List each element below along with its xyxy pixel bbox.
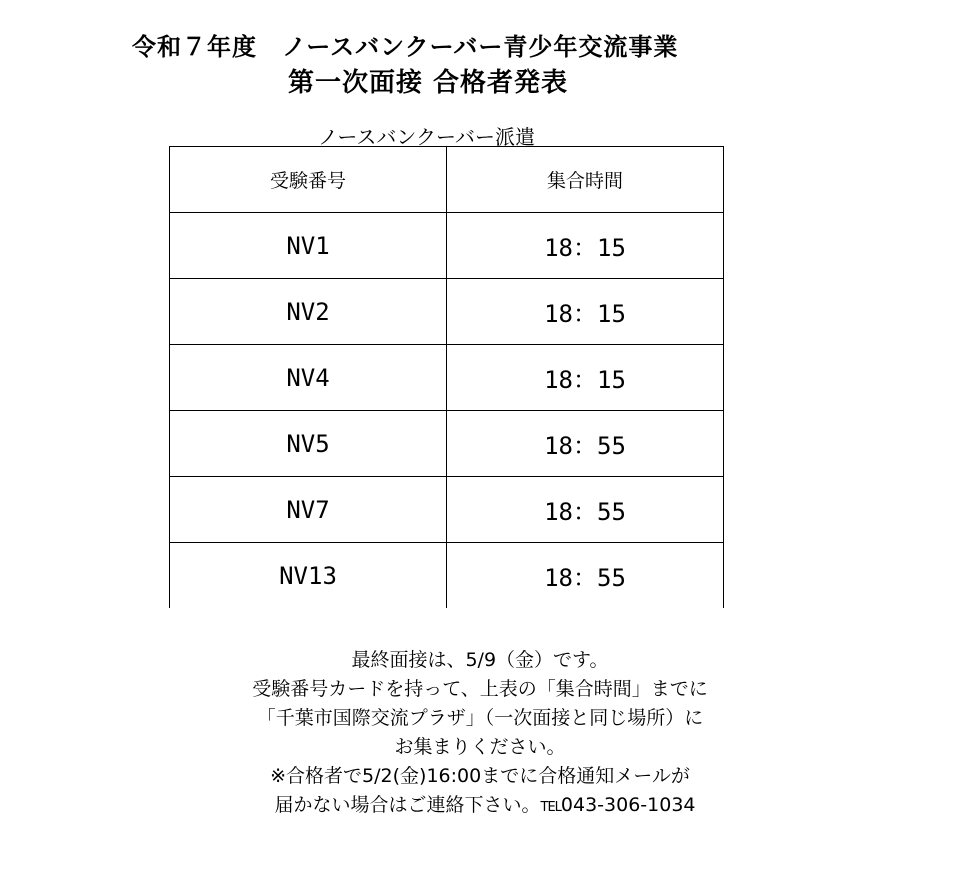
table-row — [170, 411, 724, 477]
table-row — [170, 477, 724, 543]
meeting-time-cell: 18：15 — [447, 213, 724, 279]
instruction-line: お集まりください。 — [394, 736, 566, 758]
page-subtitle: 第一次面接 合格者発表 — [288, 68, 569, 98]
notice-line: ※合格者で5/2(金)16:00までに合格通知メールが — [270, 765, 690, 787]
meeting-time-cell: 18：55 — [447, 411, 724, 477]
table-caption: ノースバンクーバー派遣 — [318, 125, 535, 149]
table-row — [170, 543, 724, 609]
exam-number-cell: NV4 — [170, 345, 447, 411]
table-row — [170, 345, 724, 411]
contact-text: 届かない場合はご連絡下さい。 — [274, 794, 541, 816]
column-header-meeting-time: 集合時間 — [447, 147, 724, 213]
column-header-exam-number: 受験番号 — [170, 147, 447, 213]
exam-number-cell: NV2 — [170, 279, 447, 345]
exam-number-cell: NV1 — [170, 213, 447, 279]
page-title: 令和７年度 ノースバンクーバー青少年交流事業 — [132, 33, 679, 61]
meeting-time-cell: 18：55 — [447, 543, 724, 609]
instructions-block — [150, 646, 810, 822]
meeting-time-cell: 18：55 — [447, 477, 724, 543]
table-row — [170, 213, 724, 279]
final-interview-date: 最終面接は、5/9（金）です。 — [351, 649, 609, 671]
instruction-line: 「千葉市国際交流プラザ」（一次面接と同じ場所）に — [256, 707, 704, 729]
tel-label: TEL — [540, 800, 561, 815]
meeting-time-cell: 18：15 — [447, 345, 724, 411]
exam-number-cell: NV5 — [170, 411, 447, 477]
results-table — [169, 146, 724, 608]
table-header-row — [170, 147, 724, 213]
instruction-line: 受験番号カードを持って、上表の「集合時間」までに — [252, 678, 708, 700]
exam-number-cell: NV13 — [170, 543, 447, 609]
table-row — [170, 279, 724, 345]
meeting-time-cell: 18：15 — [447, 279, 724, 345]
phone-number: 043-306-1034 — [560, 794, 696, 816]
exam-number-cell: NV7 — [170, 477, 447, 543]
contact-line — [150, 791, 810, 822]
